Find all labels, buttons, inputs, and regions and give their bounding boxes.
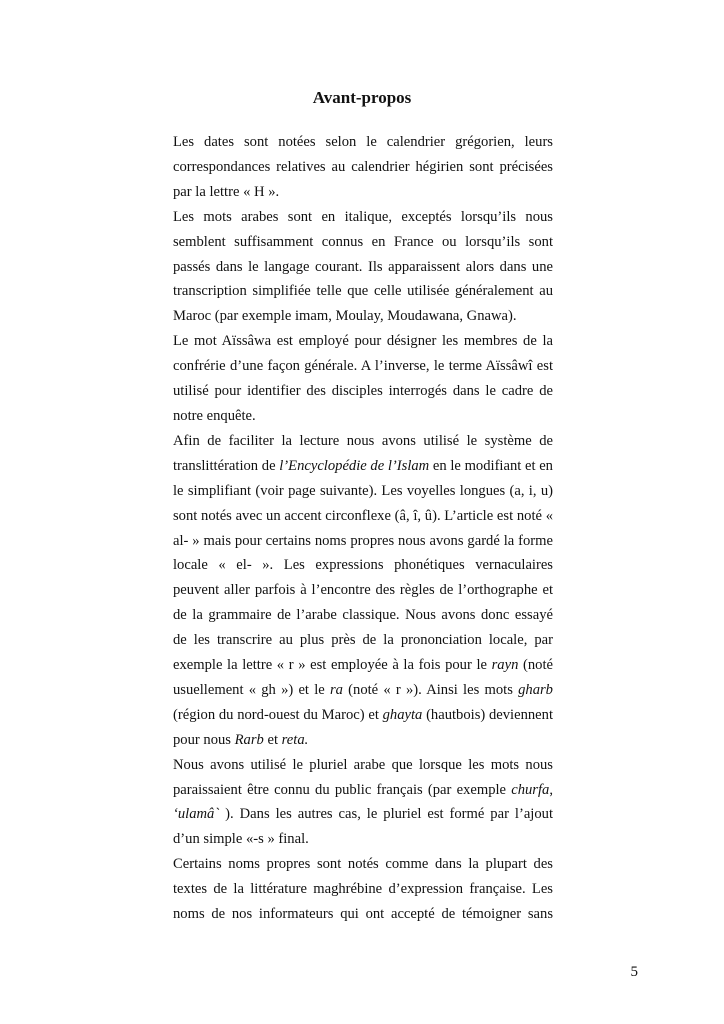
text-run: (noté usuellement « gh ») et le (173, 657, 553, 698)
paragraph (173, 205, 553, 330)
italic-text: ‘ulamâ` (173, 806, 220, 823)
paragraph (173, 753, 553, 853)
italic-text: ra (329, 681, 343, 698)
italic-text: l’Encyclopédie de l’Islam (279, 457, 430, 474)
text-run: en le modifiant et en le simplifiant (voir page suivante). Les voyelles longues (a, i, u) sont notés avec un accent circonflexe (â, î, û). L’article est noté « al- » mais pour certains noms propres nous avons gardé la forme locale « el- ». Les expressions phonétiques vernaculaires peuvent aller parfois à l’encontre des règles de l’orthographe et de la grammaire de l’arabe classique. Nous avons donc essayé de les transcrire au plus près de la prononciation locale, par exemple la lettre « r » est employée à la fois pour le (173, 457, 553, 674)
italic-text: ghayta (382, 706, 423, 723)
text-run: Nous avons utilisé le pluriel arabe que lorsque les mots nous paraissaient être connu du public français (par exemple (173, 756, 553, 798)
text-run: ). Dans les autres cas, le pluriel est formé par l’ajout d’un simple «-s » final. (173, 806, 553, 848)
text-run: (noté « r »). Ainsi les mots (342, 681, 519, 698)
italic-text: gharb (518, 681, 553, 698)
paragraph (173, 130, 553, 205)
text-run: Afin de faciliter la lecture nous avons utilisé le système de translittération de (173, 432, 553, 474)
italic-text: reta. (281, 731, 309, 748)
text-run: et (263, 731, 282, 748)
text-run: Le mot Aïssâwa est employé pour désigner les membres de la confrérie d’une façon générale. A l’inverse, le terme Aïssâwî est utilisé pour identifier des disciples interrogés dans le cadre de notre enquête. (173, 333, 553, 424)
text-run: (hautbois) deviennent pour nous (173, 706, 553, 748)
italic-text: churfa (511, 781, 550, 798)
italic-text: rayn (491, 657, 519, 674)
paragraph (173, 429, 553, 753)
body-text (173, 130, 553, 927)
paragraph (173, 329, 553, 429)
text-run: Les mots arabes sont en italique, exceptés lorsqu’ils nous semblent suffisamment connus en France ou lorsqu’ils sont passés dans le langage courant. Ils apparaissent alors dans une transcription simplifiée telle que celle utilisée généralement au Maroc (par exemple imam, Moulay, Moudawana, Gnawa). (173, 208, 553, 325)
page-title: Avant-propos (312, 88, 412, 107)
text-run: Certains noms propres sont notés comme dans la plupart des textes de la littérature maghrébine d’expression française. Les noms de nos informateurs qui ont accepté de témoigner sans (173, 856, 553, 923)
text-run: , (549, 781, 553, 798)
italic-text: Rarb (234, 731, 264, 748)
text-run: (région du nord-ouest du Maroc) et (173, 706, 383, 723)
paragraph (173, 852, 553, 927)
page-number: 5 (630, 964, 638, 980)
text-run: Les dates sont notées selon le calendrier grégorien, leurs correspondances relatives au calendrier hégirien sont précisées par la lettre « H ». (173, 134, 553, 200)
